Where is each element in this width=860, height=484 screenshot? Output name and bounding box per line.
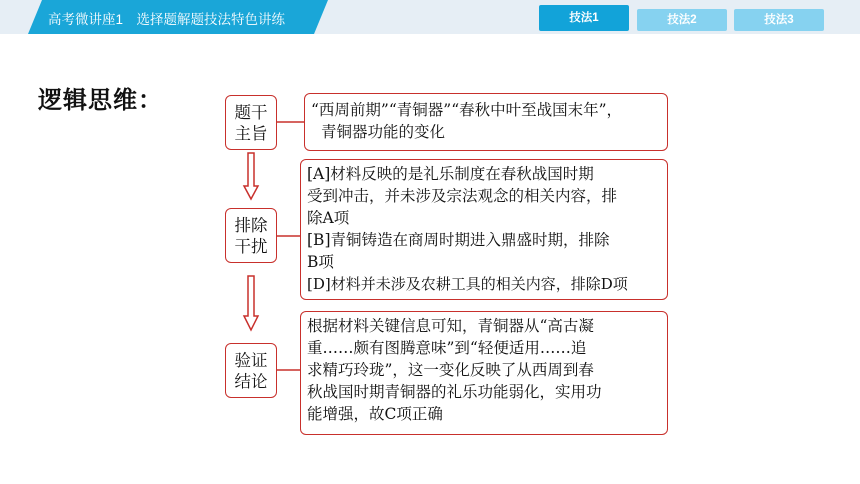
label-line: 结论 — [234, 372, 268, 391]
down-arrow-icon — [244, 276, 258, 330]
label-line: 验证 — [234, 351, 268, 370]
down-arrow-icon — [244, 153, 258, 199]
content-line: [A]材料反映的是礼乐制度在春秋战国时期 — [307, 165, 594, 183]
content-line: “西周前期”“青铜器”“春秋中叶至战国末年”， — [311, 101, 623, 119]
label-line: 排除 — [234, 216, 268, 235]
lecture-title: 高考微讲座1 选择题解题技法特色讲练 — [48, 12, 286, 27]
content-line: 秋战国时期青铜器的礼乐功能弱化，实用功 — [307, 383, 602, 401]
content-line: 重……颇有图腾意味”到“轻便适用……追 — [307, 339, 587, 357]
label-line: 干扰 — [234, 237, 268, 256]
tab-technique-1[interactable]: 技法1 — [539, 5, 629, 31]
logic-heading: 逻辑思维： — [38, 86, 163, 114]
content-line: 能增强，故C项正确 — [307, 405, 443, 423]
content-line: [D]材料并未涉及农耕工具的相关内容，排除D项 — [307, 275, 628, 293]
content-line: B项 — [307, 253, 334, 271]
label-line: 题干 — [234, 103, 268, 122]
content-line: 求精巧玲珑”，这一变化反映了从西周到春 — [307, 361, 594, 379]
content-line: 青铜器功能的变化 — [321, 123, 446, 141]
content-line: 受到冲击，并未涉及宗法观念的相关内容，排 — [307, 187, 618, 205]
content-line: 根据材料关键信息可知，青铜器从“高古凝 — [307, 317, 594, 335]
tab-technique-2[interactable]: 技法2 — [637, 9, 727, 31]
tab-technique-3[interactable]: 技法3 — [734, 9, 824, 31]
content-line: 除A项 — [307, 209, 350, 227]
label-line: 主旨 — [234, 124, 268, 143]
content-line: [B]青铜铸造在商周时期进入鼎盛时期，排除 — [307, 231, 610, 249]
